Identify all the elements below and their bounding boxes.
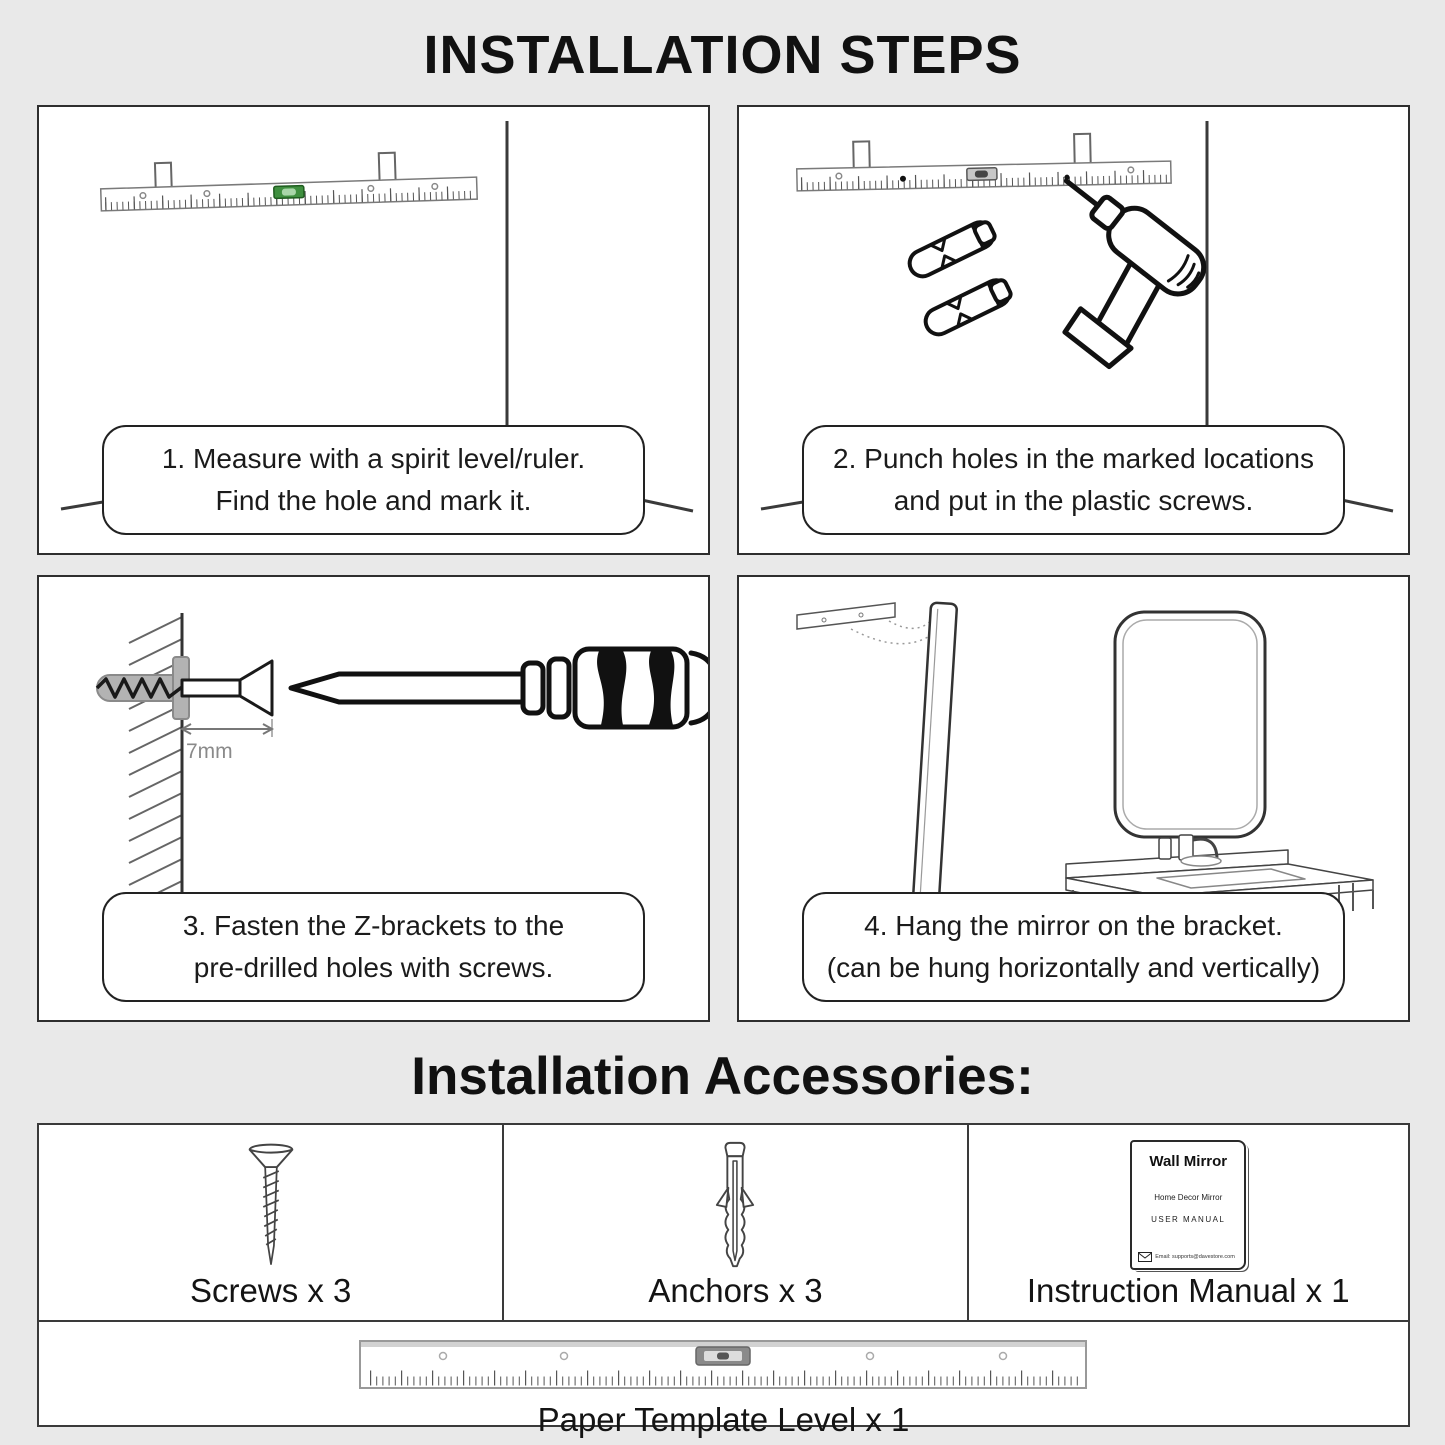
ruler-level-illustration bbox=[796, 132, 1171, 191]
anchor-icon bbox=[700, 1140, 770, 1270]
envelope-icon bbox=[1138, 1252, 1152, 1262]
caption-text: 4. Hang the mirror on the bracket. bbox=[864, 910, 1283, 941]
screwdriver-illustration bbox=[291, 649, 708, 727]
step4-caption bbox=[802, 892, 1345, 1002]
step-panel-4 bbox=[737, 575, 1410, 1022]
caption-text: 2. Punch holes in the marked locations bbox=[833, 443, 1314, 474]
step3-caption bbox=[102, 892, 645, 1002]
spirit-level-bubble bbox=[967, 168, 997, 181]
dimension-arrow bbox=[182, 719, 272, 763]
drill-illustration bbox=[992, 161, 1212, 377]
screw-icon bbox=[241, 1141, 301, 1269]
manual-subtitle: Home Decor Mirror bbox=[1154, 1192, 1223, 1202]
caption-text: 1. Measure with a spirit level/ruler. bbox=[161, 443, 586, 474]
spirit-level-bubble bbox=[274, 186, 304, 199]
caption-text: and put in the plastic screws. bbox=[893, 485, 1254, 516]
step-panel-1 bbox=[37, 105, 710, 555]
accessories-title: Installation Accessories: bbox=[411, 1047, 1034, 1106]
accessory-screws bbox=[39, 1125, 504, 1320]
accessory-label: Anchors x 3 bbox=[648, 1272, 823, 1309]
mirror-front-view bbox=[1115, 612, 1265, 837]
anchor-illustration bbox=[905, 218, 1013, 339]
accessory-label: Paper Template Level x 1 bbox=[537, 1401, 910, 1438]
paper-template-level-icon bbox=[358, 1335, 1088, 1393]
step-panel-2 bbox=[737, 105, 1410, 555]
accessory-manual bbox=[969, 1125, 1408, 1320]
accessory-template bbox=[39, 1320, 1408, 1439]
caption-text: (can be hung horizontally and vertically) bbox=[826, 952, 1321, 983]
dimension-label: 7mm bbox=[186, 740, 233, 763]
step-panel-3 bbox=[37, 575, 710, 1022]
manual-subtitle2: USER MANUAL bbox=[1151, 1214, 1226, 1224]
mirror-side-view bbox=[913, 602, 957, 901]
step2-caption bbox=[802, 425, 1345, 535]
spirit-level-bubble bbox=[696, 1347, 750, 1365]
manual-title: Wall Mirror bbox=[1149, 1152, 1228, 1170]
instruction-manual-card bbox=[1130, 1140, 1246, 1270]
step1-caption bbox=[102, 425, 645, 535]
accessory-label: Screws x 3 bbox=[190, 1272, 352, 1309]
ruler-level-illustration bbox=[100, 150, 477, 211]
page-title: INSTALLATION STEPS bbox=[423, 25, 1022, 85]
accessory-label: Instruction Manual x 1 bbox=[1026, 1272, 1350, 1309]
caption-text: pre-drilled holes with screws. bbox=[193, 952, 554, 983]
caption-text: 3. Fasten the Z-brackets to the bbox=[182, 910, 565, 941]
accessories-table bbox=[37, 1123, 1410, 1438]
bracket-rail-illustration bbox=[797, 603, 937, 644]
caption-text: Find the hole and mark it. bbox=[215, 485, 532, 516]
accessory-anchors bbox=[504, 1125, 968, 1320]
manual-email: Email: supports@davestore.com bbox=[1155, 1253, 1235, 1260]
